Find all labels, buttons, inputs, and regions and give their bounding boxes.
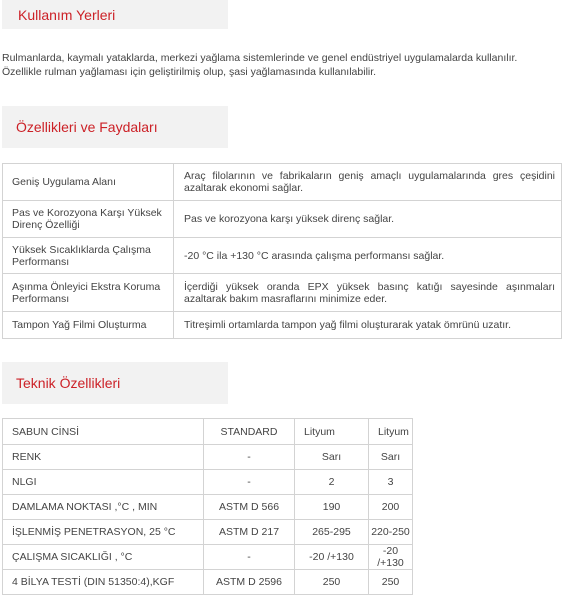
spec-value-b: 3 <box>369 470 413 495</box>
spec-name: 4 BİLYA TESTİ (DIN 51350:4),KGF <box>3 570 204 595</box>
tech-section-title: Teknik Özellikleri <box>16 375 121 391</box>
usage-line-2: Özellikle rulman yağlaması için geliştirilmiş olup, şasi yağlamasında kullanılabilir. <box>2 66 377 78</box>
table-row <box>3 201 562 238</box>
spec-value-a: 265-295 <box>295 520 369 545</box>
feature-label: Geniş Uygulama Alanı <box>3 164 174 201</box>
tech-specs-table <box>2 418 413 595</box>
features-section-tab <box>2 106 228 148</box>
table-row <box>3 445 413 470</box>
feature-value: Titreşimli ortamlarda tampon yağ filmi oluşturarak yatak ömrünü uzatır. <box>174 312 562 339</box>
spec-standard: - <box>204 445 295 470</box>
spec-standard: - <box>204 545 295 570</box>
table-row <box>3 495 413 520</box>
spec-value-b: Sarı <box>369 445 413 470</box>
spec-value-a: 250 <box>295 570 369 595</box>
spec-name: RENK <box>3 445 204 470</box>
spec-name: İŞLENMİŞ PENETRASYON, 25 °C <box>3 520 204 545</box>
spec-standard: - <box>204 470 295 495</box>
spec-value-b: 200 <box>369 495 413 520</box>
feature-label: Pas ve Korozyona Karşı Yüksek Direnç Özelliği <box>3 201 174 238</box>
feature-label: Aşınma Önleyici Ekstra Koruma Performansı <box>3 274 174 312</box>
spec-value-b: -20 /+130 <box>369 545 413 570</box>
spec-standard: ASTM D 217 <box>204 520 295 545</box>
feature-value: İçerdiği yüksek oranda EPX yüksek basınç katığı sayesinde aşınmaları azaltarak bakım masraflarını minimize eder. <box>174 274 562 312</box>
spec-name: ÇALIŞMA SICAKLIĞI , °C <box>3 545 204 570</box>
spec-value-a: 2 <box>295 470 369 495</box>
tech-section-tab <box>2 362 228 404</box>
table-row <box>3 419 413 445</box>
table-row <box>3 520 413 545</box>
feature-label: Tampon Yağ Filmi Oluşturma <box>3 312 174 339</box>
table-row <box>3 312 562 339</box>
spec-standard: STANDARD <box>204 419 295 445</box>
table-row <box>3 274 562 312</box>
usage-section-tab <box>2 0 228 29</box>
feature-value: Araç filolarının ve fabrikaların geniş amaçlı uygulamalarında gres çeşidini azaltarak ekonomi sağlar. <box>174 164 562 201</box>
spec-value-b: Lityum <box>369 419 413 445</box>
table-row <box>3 570 413 595</box>
table-row <box>3 164 562 201</box>
features-table <box>2 163 562 339</box>
table-row <box>3 238 562 274</box>
table-row <box>3 545 413 570</box>
feature-label: Yüksek Sıcaklıklarda Çalışma Performansı <box>3 238 174 274</box>
spec-name: DAMLAMA NOKTASI ,°C , MIN <box>3 495 204 520</box>
spec-value-a: Lityum <box>295 419 369 445</box>
table-row <box>3 470 413 495</box>
spec-standard: ASTM D 566 <box>204 495 295 520</box>
spec-value-a: -20 /+130 <box>295 545 369 570</box>
usage-description <box>2 51 562 79</box>
spec-value-a: Sarı <box>295 445 369 470</box>
spec-value-b: 250 <box>369 570 413 595</box>
spec-value-b: 220-250 <box>369 520 413 545</box>
spec-name: NLGI <box>3 470 204 495</box>
features-section-title: Özellikleri ve Faydaları <box>16 119 158 135</box>
usage-line-1: Rulmanlarda, kaymalı yataklarda, merkezi yağlama sistemlerinde ve genel endüstriyel uygulamalarda kullanılır. <box>2 52 518 64</box>
spec-value-a: 190 <box>295 495 369 520</box>
spec-standard: ASTM D 2596 <box>204 570 295 595</box>
feature-value: -20 °C ila +130 °C arasında çalışma performansı sağlar. <box>174 238 562 274</box>
usage-section-title: Kullanım Yerleri <box>18 6 116 23</box>
feature-value: Pas ve korozyona karşı yüksek direnç sağlar. <box>174 201 562 238</box>
spec-name: SABUN CİNSİ <box>3 419 204 445</box>
